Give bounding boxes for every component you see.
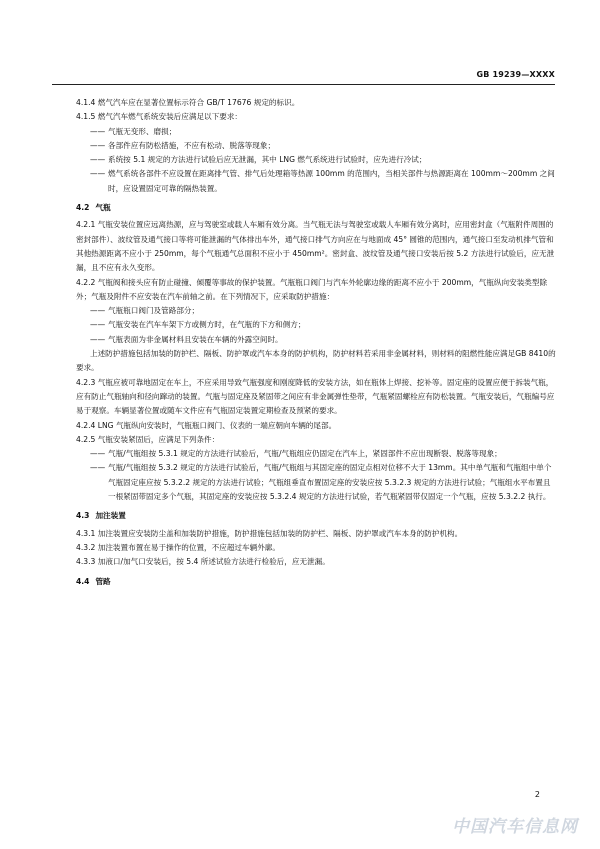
section-title: 气瓶 (95, 203, 111, 213)
dash-marker: —— (90, 140, 106, 150)
dash-marker: —— (90, 463, 106, 473)
list-item (76, 139, 558, 153)
page-number: 2 (534, 790, 540, 799)
section-heading-4-3 (76, 509, 558, 523)
watermark: 中国汽车信息网 (452, 817, 578, 837)
dash-marker: —— (90, 169, 106, 179)
dash-marker: —— (90, 320, 106, 330)
dash-marker: —— (90, 306, 106, 316)
clause-4-2-4: 4.2.4 LNG 气瓶纵向安装时，气瓶瓶口阀门、仪表的一端应朝向车辆的尾部。 (76, 420, 337, 430)
list-item-text: 气瓶安装在汽车车架下方或侧方时，在气瓶的下方和侧方； (108, 320, 306, 330)
list-item (76, 461, 558, 504)
list-item (76, 447, 558, 461)
list-item-text: 气瓶/气瓶组按 5.3.1 规定的方法进行试验后，气瓶/气瓶组应仍固定在汽车上，紧固部件不应出现断裂、脱落等现象； (108, 449, 502, 459)
clause-4-1-4: 4.1.4 燃气汽车应在显著位置标示符合 GB/T 17676 规定的标识。 (76, 98, 300, 107)
section-number: 4.4 (76, 576, 90, 586)
clause-4-2-5: 4.2.5 气瓶安装紧固后，应满足下列条件： (76, 434, 220, 444)
list-item-text: 气瓶无变形、磨损； (108, 126, 177, 136)
dash-marker: —— (90, 126, 106, 136)
document-body (76, 96, 558, 592)
clause-4-2-1: 4.2.1 气瓶安装位置应远离热源，应与驾驶室或载人车厢有效分离。当气瓶无法与驾驶室或载人车厢有效分离时，应用密封盒（气瓶附件周围的密封部件）、波纹管及通气接口等将可能泄漏的气体排出车外，通气接口排气方向应在与地面成 45° 圆锥的范围内，通气接口至发动机排气管和其他热源距离不应小于 250mm，每个气瓶通气总面积不应小于 450mm²。密封盒、波纹管及通气接口安装后按 5.2 方法进行试验后，应无泄漏，且不应有永久变形。 (76, 220, 555, 273)
section-title: 管路 (95, 576, 111, 586)
list-item (76, 125, 558, 139)
list-item-text: 气瓶瓶口阀门及管路部分； (108, 306, 200, 316)
list-item-text: 系统按 5.1 规定的方法进行试验后应无泄漏，其中 LNG 燃气系统进行试验时，应先进行冷试； (108, 155, 427, 165)
header-rule (52, 84, 555, 85)
section-title: 加注装置 (95, 511, 126, 521)
section-heading-4-4 (76, 575, 558, 589)
clause-4-3-3: 4.3.3 加液口/加气口安装后，按 5.4 所述试验方法进行检验后，应无泄漏。 (76, 557, 330, 567)
list-item (76, 318, 558, 332)
clause-4-3-1: 4.3.1 加注装置应安装防尘盖和加装防护措施，防护措施包括加装的防护栏、隔板、防护罩或汽车本身的防护机构。 (76, 528, 463, 538)
section-heading-4-2 (76, 201, 558, 215)
doc-number: GB 19239—XXXX (476, 70, 555, 79)
list-item-text: 气瓶表面为非金属材料且安装在车辆的外露空间时。 (108, 334, 283, 344)
clause-4-3-2: 4.3.2 加注装置布置在易于操作的位置，不应超过车辆外廓。 (76, 542, 280, 552)
clause-4-2-2: 4.2.2 气瓶阀和接头应有防止碰撞、倾覆等事故的保护装置。气瓶瓶口阀门与汽车外轮廓边缘的距离不应小于 200mm，气瓶纵向安装类型除外；气瓶及附件不应安装在汽车前轴之前。在下列情况下，应采取防护措施： (76, 277, 548, 301)
list-item-text: 各部件应有防松措施，不应有松动、脱落等现象； (108, 140, 276, 150)
list-item (76, 333, 558, 347)
clause-4-2-2-note: 上述防护措施包括加装的防护栏、隔板、防护罩或汽车本身的防护机构，防护材料若采用非金属材料，则材料的阻燃性能应满足GB 8410的要求。 (76, 349, 556, 373)
list-item (76, 153, 558, 167)
dash-marker: —— (90, 334, 106, 344)
list-item (76, 167, 558, 196)
section-number: 4.3 (76, 511, 90, 521)
dash-marker: —— (90, 449, 106, 459)
clause-4-1-5: 4.1.5 燃气汽车燃气系统安装后应满足以下要求： (76, 112, 243, 122)
clause-4-2-3: 4.2.3 气瓶应被可靠地固定在车上，不应采用导致气瓶强度和刚度降低的安装方法，如在瓶体上焊接、挖补等。固定座的设置应便于拆装气瓶，应有防止气瓶轴向和径向蹿动的装置。气瓶与固定座及紧固带之间应有非金属弹性垫带，气瓶紧固螺栓应有防松装置。气瓶安装后，气瓶编号应易于观察。车辆显著位置或随车文件应有气瓶固定装置定期检查及预紧的要求。 (76, 377, 555, 416)
list-item (76, 304, 558, 318)
list-item-text: 燃气系统各部件不应设置在距离排气管、排气后处理箱等热源 100mm 的范围内，当相关部件与热源距离在 100mm～200mm 之间时，应设置固定可靠的隔热装置。 (108, 169, 555, 193)
dash-marker: —— (90, 155, 106, 165)
section-number: 4.2 (76, 203, 90, 213)
list-item-text: 气瓶/气瓶组按 5.3.2 规定的方法进行试验后，气瓶/气瓶组与其固定座的固定点相对位移不大于 13mm。其中单气瓶和气瓶组中单个气瓶固定座应按 5.3.2.2 规定的方法进行试验；气瓶组垂直布置固定座的安装应按 5.3.2.3 规定的方法进行试验；气瓶组水平布置且一根紧固带固定多个气瓶，其固定座的安装应按 5.3.2.4 规定的方法进行试验，若气瓶紧固带仅固定一个气瓶，应按 5.3.2.2 执行。 (108, 463, 552, 502)
